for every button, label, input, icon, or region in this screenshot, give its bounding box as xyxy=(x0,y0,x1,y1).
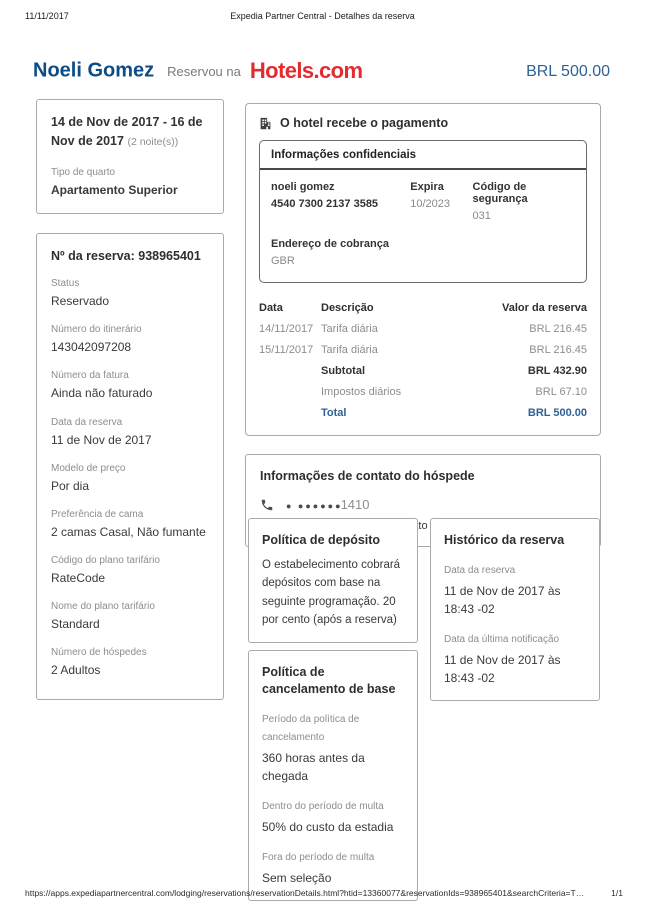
expiry-value: 10/2023 xyxy=(410,198,450,210)
history-field-label: Data da reserva xyxy=(444,564,516,576)
field-value: RateCode xyxy=(51,571,106,586)
field-value: Standard xyxy=(51,617,100,632)
stay-summary-card xyxy=(36,99,224,214)
history-field-value: 11 de Nov de 2017 às 18:43 -02 xyxy=(444,583,561,616)
cancellation-field-value: Sem seleção xyxy=(262,870,332,885)
cancellation-field-value: 360 horas antes da chegada xyxy=(262,750,365,783)
field-label: Número de hóspedes xyxy=(51,647,147,659)
nights-count: (2 noite(s)) xyxy=(127,136,179,149)
total-amount: BRL 500.00 xyxy=(526,63,610,80)
print-document-title: Expedia Partner Central - Detalhes da reserva xyxy=(230,11,415,21)
cancellation-field-value: 50% do custo da estadia xyxy=(262,819,394,834)
booked-via-label: Reservou na xyxy=(167,63,241,79)
print-footer-page-number: 1/1 xyxy=(611,888,623,898)
table-row-taxes: Impostos diários BRL 67.10 xyxy=(321,385,587,398)
room-type-label: Tipo de quarto xyxy=(51,166,116,178)
field-value: Por dia xyxy=(51,478,90,493)
guest-name: Noeli Gomez xyxy=(33,59,155,82)
expiry-label: Expira xyxy=(410,181,444,193)
billing-address-label: Endereço de cobrança xyxy=(271,238,389,250)
print-date: 11/11/2017 xyxy=(25,11,69,21)
card-holder-name: noeli gomez xyxy=(271,181,335,193)
payment-section-title: O hotel recebe o pagamento xyxy=(280,116,449,130)
confidential-title: Informações confidenciais xyxy=(260,141,586,170)
field-label: Nome do plano tarifário xyxy=(51,601,155,613)
history-title: Histórico da reserva xyxy=(444,533,565,547)
field-value: Reservado xyxy=(51,293,110,308)
table-row-subtotal: Subtotal BRL 432.90 xyxy=(321,364,587,377)
cancellation-field-label: Fora do período de multa xyxy=(262,851,375,863)
field-label: Status xyxy=(51,277,80,289)
payment-card xyxy=(245,103,601,436)
field-label: Código do plano tarifário xyxy=(51,555,160,567)
reservation-number-title: Nº da reserva: 938965401 xyxy=(51,248,201,263)
stay-date-range: 14 de Nov de 2017 - 16 de Nov de 2017 (2 noite(s)) xyxy=(51,115,203,149)
cancellation-field-label: Dentro do período de multa xyxy=(262,800,384,812)
left-column xyxy=(36,99,224,700)
security-code-value: 031 xyxy=(472,210,491,222)
deposit-policy-title: Política de depósito xyxy=(262,533,381,547)
field-label: Número do itinerário xyxy=(51,324,142,336)
right-column xyxy=(245,103,601,547)
table-row-total: Total BRL 500.00 xyxy=(321,406,587,419)
hotel-building-icon xyxy=(259,117,272,130)
phone-icon xyxy=(260,498,274,512)
contact-section-title: Informações de contato do hóspede xyxy=(260,469,475,483)
price-breakdown-table xyxy=(259,299,587,423)
field-label: Modelo de preço xyxy=(51,462,126,474)
phone-last-digits: 1410 xyxy=(340,497,370,512)
column-header-amount: Valor da reserva xyxy=(501,302,587,314)
history-field-value: 11 de Nov de 2017 às 18:43 -02 xyxy=(444,652,561,685)
field-value: 11 de Nov de 2017 xyxy=(51,432,152,447)
field-label: Preferência de cama xyxy=(51,508,144,520)
column-header-description: Descrição xyxy=(321,302,374,314)
cancellation-field-label: Período da política de cancelamento xyxy=(262,713,360,743)
table-row: 15/11/2017 Tarifa diária BRL 216.45 xyxy=(259,343,587,356)
field-value: 2 Adultos xyxy=(51,663,101,678)
billing-address-value: GBR xyxy=(271,255,295,267)
security-code-label: Código de segurança xyxy=(472,181,528,205)
masked-phone-digits: ● ●●●●●● xyxy=(286,501,343,511)
confidential-info-card xyxy=(259,140,587,283)
page-header xyxy=(33,58,610,94)
reservation-history-card xyxy=(430,518,600,701)
field-label: Número da fatura xyxy=(51,370,129,382)
print-footer-url: https://apps.expediapartnercentral.com/lodging/reservations/reservationDetails.html?htid=13360077&reservationIds=938965401&searchCriteria=T… xyxy=(25,888,585,898)
room-type-value: Apartamento Superior xyxy=(51,182,178,197)
deposit-policy-body: O estabelecimento cobrará depósitos com base na seguinte programação. 20 por cento (após a reserva) xyxy=(262,558,401,627)
reservation-details-card xyxy=(36,233,224,700)
field-value: 143042097208 xyxy=(51,340,132,355)
card-number: 4540 7300 2137 3585 xyxy=(271,198,379,210)
history-field-label: Data da última notificação xyxy=(444,633,560,645)
cancellation-policy-card xyxy=(248,650,418,901)
table-row: 14/11/2017 Tarifa diária BRL 216.45 xyxy=(259,322,587,335)
field-value: 2 camas Casal, Não fumante xyxy=(51,524,206,539)
cancellation-policy-title: Política de cancelamento de base xyxy=(262,665,396,696)
deposit-policy-card xyxy=(248,518,418,643)
field-label: Data da reserva xyxy=(51,416,123,428)
column-header-date: Data xyxy=(259,302,283,314)
hotels-com-logo: Hotels.com xyxy=(249,58,363,83)
field-value: Ainda não faturado xyxy=(51,386,153,401)
